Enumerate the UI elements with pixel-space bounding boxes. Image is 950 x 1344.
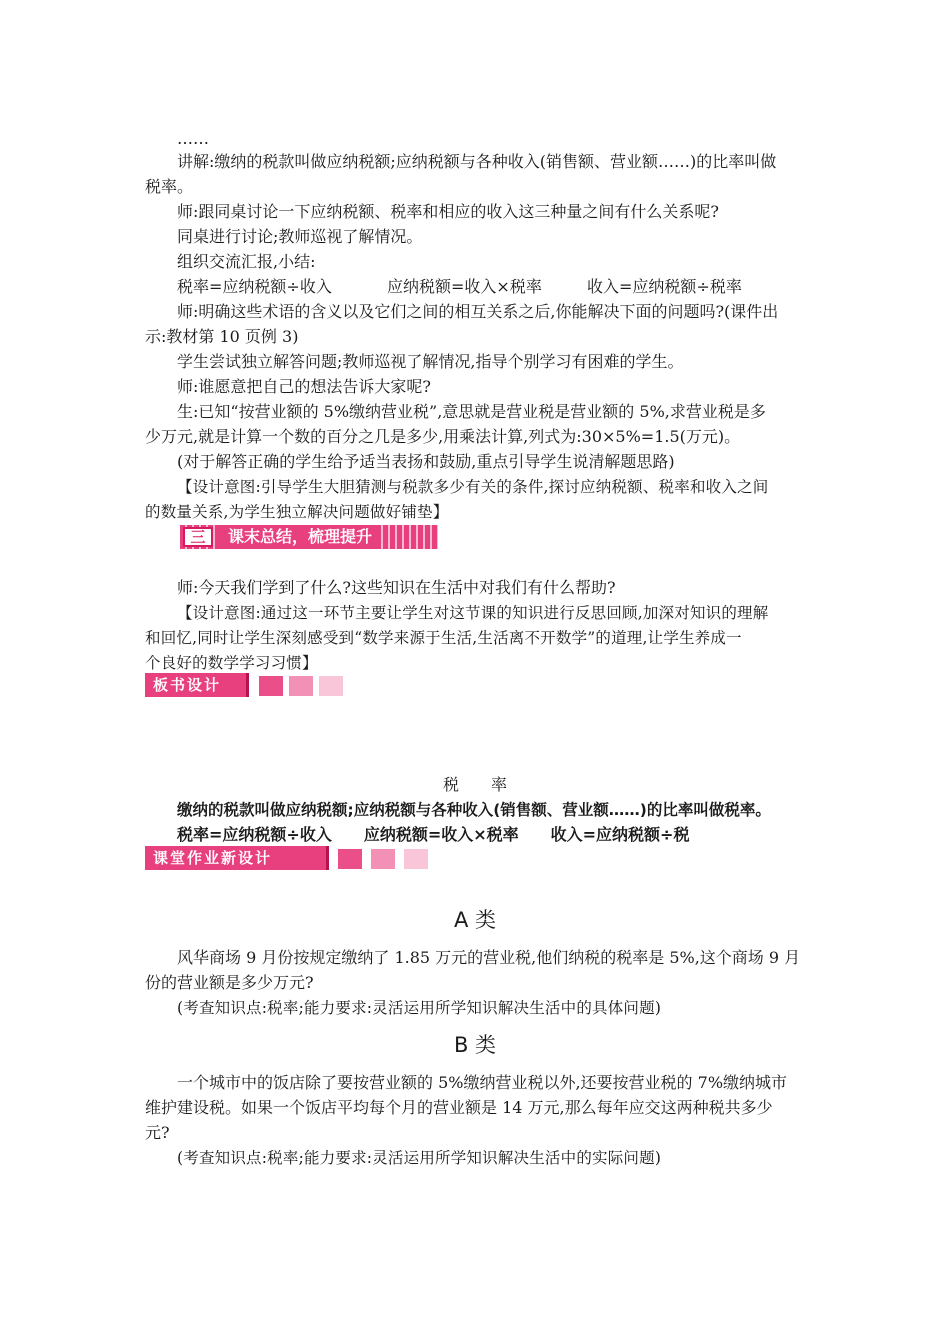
design-intent-1-cont: 的数量关系,为学生独立解决问题做好铺垫】: [145, 503, 449, 521]
board-design-label: 板书设计: [145, 673, 249, 697]
design-intent-2: 【设计意图:通过这一环节主要让学生对这节课的知识进行反思回顾,加深对知识的理解: [177, 604, 769, 622]
banner-square: [371, 849, 395, 869]
board-title: 税 率: [442, 775, 507, 794]
homework-banner: [145, 846, 435, 870]
section-3-banner: [180, 525, 438, 549]
design-intent-2-cont: 和回忆,同时让学生深刻感受到“数学来源于生活,生活离不开数学”的道理,让学生养成一: [145, 629, 742, 647]
teacher-invite: 师:谁愿意把自己的想法告诉大家呢?: [177, 377, 431, 396]
section-title: 课末总结，梳理提升: [220, 525, 380, 549]
banner-square: [289, 676, 313, 696]
summary-intro: 组织交流汇报,小结:: [177, 252, 316, 271]
category-a-heading: A 类: [453, 908, 497, 932]
design-intent-2-end: 个良好的数学学习习惯】: [145, 654, 318, 672]
explanation-line: 讲解:缴纳的税款叫做应纳税额;应纳税额与各种收入(销售额、营业额……)的比率叫做: [177, 152, 777, 171]
pair-discussion: 同桌进行讨论;教师巡视了解情况。: [177, 227, 423, 246]
section-number: 三: [183, 527, 213, 547]
board-definition: 缴纳的税款叫做应纳税额;应纳税额与各种收入(销售额、营业额……)的比率叫做税率。: [177, 801, 771, 819]
formula-income: 收入=应纳税额÷税率: [587, 277, 742, 296]
ellipsis-line: ……: [177, 129, 209, 148]
homework-label: 课堂作业新设计: [145, 846, 329, 870]
teacher-prompt-cont: 示:教材第 10 页例 3): [145, 327, 299, 346]
question-a-note: (考查知识点:税率;能力要求:灵活运用所学知识解决生活中的具体问题): [177, 999, 662, 1017]
formula-tax-rate: 税率=应纳税额÷收入: [177, 277, 332, 296]
banner-square: [259, 676, 283, 696]
teacher-question: 师:跟同桌讨论一下应纳税额、税率和相应的收入这三种量之间有什么关系呢?: [177, 202, 719, 221]
question-b-note: (考查知识点:税率;能力要求:灵活运用所学知识解决生活中的实际问题): [177, 1149, 662, 1167]
student-answer: 生:已知“按营业额的 5%缴纳营业税”,意思就是营业税是营业额的 5%,求营业税是多: [177, 402, 766, 421]
banner-square: [404, 849, 428, 869]
question-a: 风华商场 9 月份按规定缴纳了 1.85 万元的营业税,他们纳税的税率是 5%,这个商场 9 月: [177, 948, 801, 967]
banner-square: [319, 676, 343, 696]
question-b-end: 元?: [145, 1123, 170, 1142]
teacher-prompt: 师:明确这些术语的含义以及它们之间的相互关系之后,你能解决下面的问题吗?(课件出: [177, 302, 779, 321]
formula-tax-amount: 应纳税额=收入×税率: [387, 277, 542, 296]
explanation-line-cont: 税率。: [145, 177, 194, 196]
student-attempt: 学生尝试独立解答问题;教师巡视了解情况,指导个别学习有困难的学生。: [177, 352, 684, 371]
question-b-cont: 维护建设税。如果一个饭店平均每个月的营业额是 14 万元,那么每年应交这两种税共多少: [145, 1098, 773, 1117]
board-formulas: 税率=应纳税额÷收入 应纳税额=收入×税率 收入=应纳税额÷税: [177, 825, 690, 844]
banner-square: [338, 849, 362, 869]
question-b: 一个城市中的饭店除了要按营业额的 5%缴纳营业税以外,还要按营业税的 7%缴纳城市: [177, 1073, 788, 1092]
design-intent-1: 【设计意图:引导学生大胆猜测与税款多少有关的条件,探讨应纳税额、税率和收入之间: [177, 478, 769, 496]
board-design-banner: [145, 673, 355, 697]
praise-note: (对于解答正确的学生给予适当表扬和鼓励,重点引导学生说清解题思路): [177, 452, 675, 471]
student-answer-cont: 少万元,就是计算一个数的百分之几是多少,用乘法计算,列式为:30×5%=1.5(万元)。: [145, 427, 741, 446]
question-a-cont: 份的营业额是多少万元?: [145, 973, 314, 992]
category-b-heading: B 类: [453, 1033, 497, 1057]
teacher-summary-question: 师:今天我们学到了什么?这些知识在生活中对我们有什么帮助?: [177, 578, 616, 597]
